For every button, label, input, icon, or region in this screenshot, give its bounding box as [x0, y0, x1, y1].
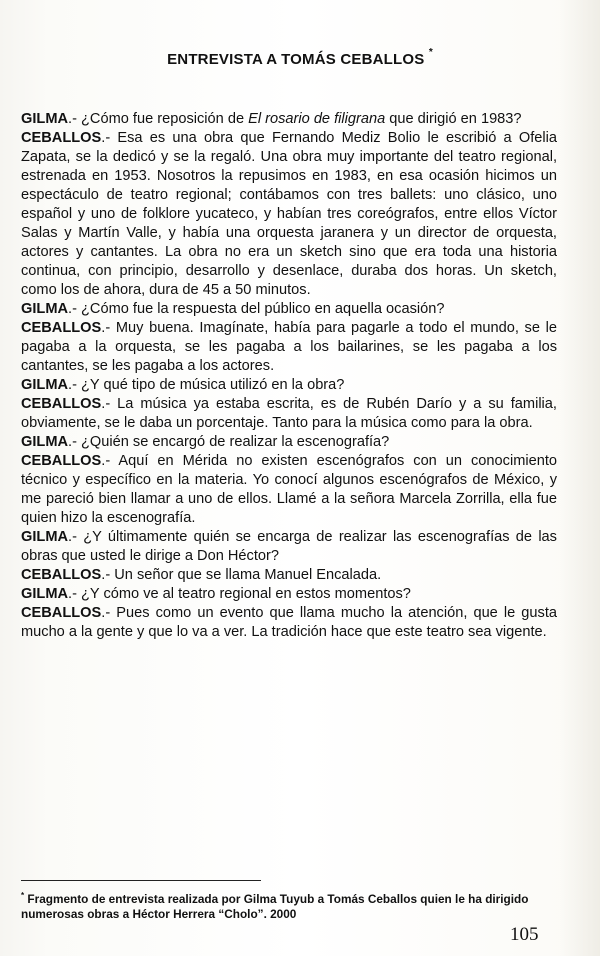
- dialogue-turn: [21, 129, 557, 300]
- speaker-separator: .-: [101, 320, 116, 336]
- speaker-name: CEBALLOS: [21, 567, 102, 583]
- speaker-separator: .-: [68, 529, 84, 545]
- utterance-text: ¿Y últimamente quién se encarga de realizar las escenografías de las obras que usted le dirige a Don Héctor?: [21, 529, 557, 564]
- speaker-name: CEBALLOS: [21, 320, 102, 336]
- dialogue-turn: [21, 585, 557, 604]
- utterance-text: Aquí en Mérida no existen escenógrafos con un conocimiento técnico y específico en la materia. Yo conocí algunos escenógrafos de México, y me pareció bien llamar a uno de ellos. Llamé a la señora Marcela Zorrilla, ella fue quien hizo la escenografía.: [21, 453, 558, 526]
- speaker-separator: .-: [68, 111, 82, 127]
- utterance-text: Esa es una obra que Fernando Mediz Bolio le escribió a Ofelia Zapata, se la dedicó y se la regaló. Una obra muy importante del teatro regional, estrenada en 1953. Nosotros la repusimos en 1983, en esa ocasión hicimos un espectáculo de teatro regional; contábamos con tres ballets: uno clásico, uno español y uno de folklore yucateco, y habían tres coreógrafos, entre ellos Víctor Salas y Martín Valle, y había una orquesta jaranera y un director de orquesta, actores y cantantes. La obra no era un sketch sino que era toda una historia continua, con principio, desarrollo y desenlace, duraba dos horas. Un sketch, como los de ahora, dura de 45 a 50 minutos.: [21, 130, 557, 298]
- dialogue-turn: [21, 566, 557, 585]
- speaker-separator: .-: [101, 567, 115, 583]
- speaker-separator: .-: [101, 453, 119, 469]
- page-number: 105: [510, 924, 539, 945]
- utterance-text: ¿Quién se encargó de realizar la escenografía?: [81, 434, 390, 450]
- work-title: El rosario de filigrana: [248, 111, 386, 127]
- dialogue-turn: [21, 452, 557, 528]
- utterance-text: Pues como un evento que llama mucho la atención, que le gusta mucho a la gente y que lo va a ver. La tradición hace que este teatro sea vigente.: [21, 605, 557, 640]
- speaker-name: CEBALLOS: [21, 130, 102, 146]
- utterance-text: ¿Y qué tipo de música utilizó en la obra?: [81, 377, 345, 393]
- speaker-separator: .-: [101, 396, 118, 412]
- speaker-separator: .-: [68, 301, 82, 317]
- speaker-name: CEBALLOS: [21, 396, 102, 412]
- utterance-text: Un señor que se llama Manuel Encalada.: [114, 567, 382, 583]
- dialogue-turn: [21, 300, 557, 319]
- dialogue-turn: [21, 433, 557, 452]
- dialogue-turn: [21, 604, 557, 642]
- dialogue-turn: [21, 395, 557, 433]
- utterance-text: ¿Y cómo ve al teatro regional en estos momentos?: [81, 586, 411, 602]
- speaker-name: CEBALLOS: [21, 453, 102, 469]
- title-footnote-marker: *: [428, 47, 433, 58]
- speaker-name: GILMA: [21, 586, 69, 602]
- speaker-name: GILMA: [21, 377, 69, 393]
- dialogue-turn: [21, 319, 557, 376]
- utterance-text: La música ya estaba escrita, es de Rubén Darío y a su familia, obviamente, se le daba un porcentaje. Tanto para la música como para la obra.: [21, 396, 557, 431]
- speaker-separator: .-: [68, 586, 82, 602]
- footnote: * Fragmento de entrevista realizada por Gilma Tuyub a Tomás Ceballos quien le ha dirigido numerosas obras a Héctor Herrera “Cholo”. 2000: [21, 891, 529, 921]
- utterance-text: Muy buena. Imagínate, había para pagarle a todo el mundo, se le pagaba a la orquesta, se les pagaba a los bailarines, se les pagaba a los cantantes, se les pagaba a los actores.: [21, 320, 557, 374]
- speaker-separator: .-: [101, 605, 117, 621]
- dialogue-turn: [21, 528, 557, 566]
- interview-body: [21, 110, 557, 642]
- speaker-separator: .-: [68, 377, 82, 393]
- speaker-name: CEBALLOS: [21, 605, 102, 621]
- speaker-separator: .-: [68, 434, 82, 450]
- speaker-name: GILMA: [21, 434, 69, 450]
- utterance-text: ¿Cómo fue reposición de: [81, 111, 249, 127]
- dialogue-turn: [21, 376, 557, 395]
- utterance-text: que dirigió en 1983?: [385, 111, 522, 127]
- page-title: ENTREVISTA A TOMÁS CEBALLOS *: [167, 47, 433, 68]
- page-edge-shadow: [560, 0, 600, 956]
- utterance-text: ¿Cómo fue la respuesta del público en aquella ocasión?: [81, 301, 445, 317]
- speaker-name: GILMA: [21, 529, 69, 545]
- speaker-name: GILMA: [21, 111, 69, 127]
- dialogue-turn: [21, 110, 557, 129]
- footnote-rule: [21, 880, 261, 881]
- speaker-name: GILMA: [21, 301, 69, 317]
- speaker-separator: .-: [101, 130, 118, 146]
